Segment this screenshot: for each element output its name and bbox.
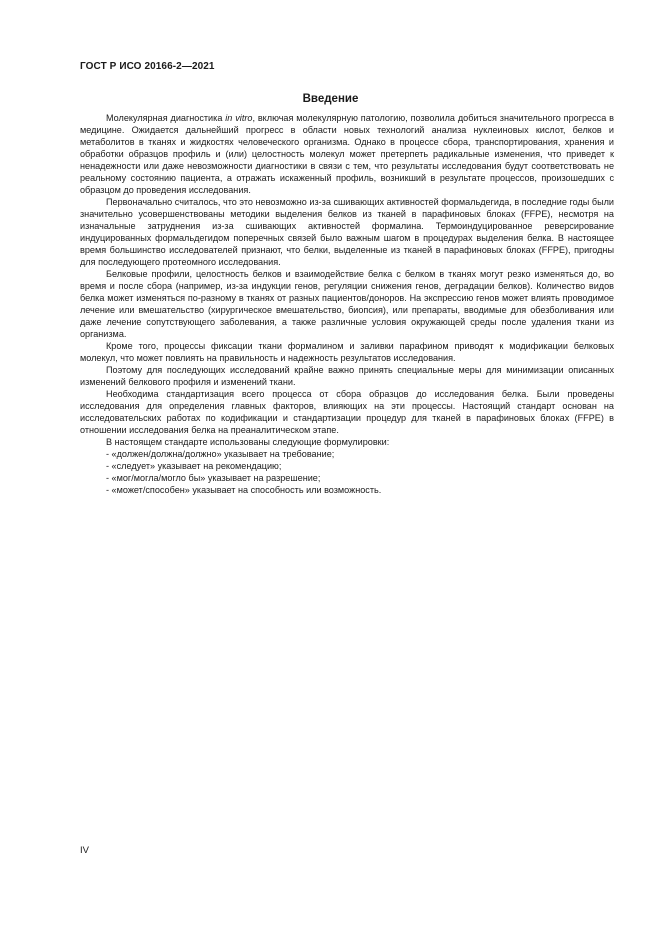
p1-italic: in vitro <box>225 113 253 123</box>
body-text <box>80 112 614 496</box>
page-number: IV <box>80 845 89 856</box>
paragraph-4: Кроме того, процессы фиксации ткани формалином и заливки парафином приводят к модификации белковых молекул, что может повлиять на правильность и надежность результатов исследования. <box>80 341 614 363</box>
list-item: - «следует» указывает на рекомендацию; <box>106 461 282 471</box>
paragraph-7: В настоящем стандарте использованы следующие формулировки: <box>106 437 390 447</box>
section-title: Введение <box>302 93 359 105</box>
document-header: ГОСТ Р ИСО 20166-2—2021 <box>80 61 215 72</box>
paragraph-3: Белковые профили, целостность белков и взаимодействие белка с белком в тканях могут резко изменяться до, во время и после сбора (например, из-за индукции генов, регуляции снижения генов, деградации белков). Количество видов белка может изменяться по-разному в тканях от разных пациентов/доноров. На экспрессию генов может влиять проводимое лечение или вмешательство (хирургическое вмешательство, биопсия), или препараты, вводимые для обезболивания или даже лечение сопутствующего заболевания, а также различные условия окружающей среды после удаления ткани из организма. <box>80 269 614 339</box>
paragraph-6: Необходима стандартизация всего процесса от сбора образцов до исследования белка. Были проведены исследования для определения главных факторов, влияющих на эти процессы. Настоящий стандарт основан на исследовательских работах по кодификации и стандартизации процедур для тканей в парафиновых блоках (FFPE) в отношении исследования белка на преаналитическом этапе. <box>80 389 614 435</box>
p1-rest: , включая молекулярную патологию, позволила добиться значительного прогресса в медицине. Ожидается дальнейший прогресс в области новых технологий анализа нуклеиновых кислот, белков и метаболитов в тканях и жидкостях человеческого организма. Однако в процессе сбора, транспортирования, хранения и обработки образцов профиль и (или) целостность молекул может претерпеть радикальные изменения, что приведет к ненадежности или даже невозможности диагностики в связи с тем, что результаты исследования будут соответствовать не реальному состоянию пациента, а отражать искаженный профиль, возникший в результате процессов, произошедших с образцом до проведения исследования. <box>80 113 614 195</box>
paragraph-2: Первоначально считалось, что это невозможно из-за сшивающих активностей формальдегида, в последние годы были значительно усовершенствованы методики выделения белков из тканей в парафиновых блоках (FFPE), несмотря на изначальные затруднения из-за сшивающих активностей формалина. Термоиндуцированное реверсирование индуцированных формальдегидом поперечных связей было важным шагом в процедурах выделения белка. В настоящее время большинство исследователей признают, что белки, выделенные из тканей в парафиновых блоках (FFPE), пригодны для последующего протеомного исследования. <box>80 197 614 267</box>
paragraph-1 <box>80 112 614 196</box>
list-item: - «может/способен» указывает на способность или возможность. <box>106 485 382 495</box>
paragraph-5: Поэтому для последующих исследований крайне важно принять специальные меры для минимизации описанных изменений белкового профиля и изменений ткани. <box>80 365 614 387</box>
list-item: - «должен/должна/должно» указывает на требование; <box>106 449 335 459</box>
p1-start: Молекулярная диагностика <box>106 113 226 123</box>
list-item: - «мог/могла/могло бы» указывает на разрешение; <box>106 473 321 483</box>
